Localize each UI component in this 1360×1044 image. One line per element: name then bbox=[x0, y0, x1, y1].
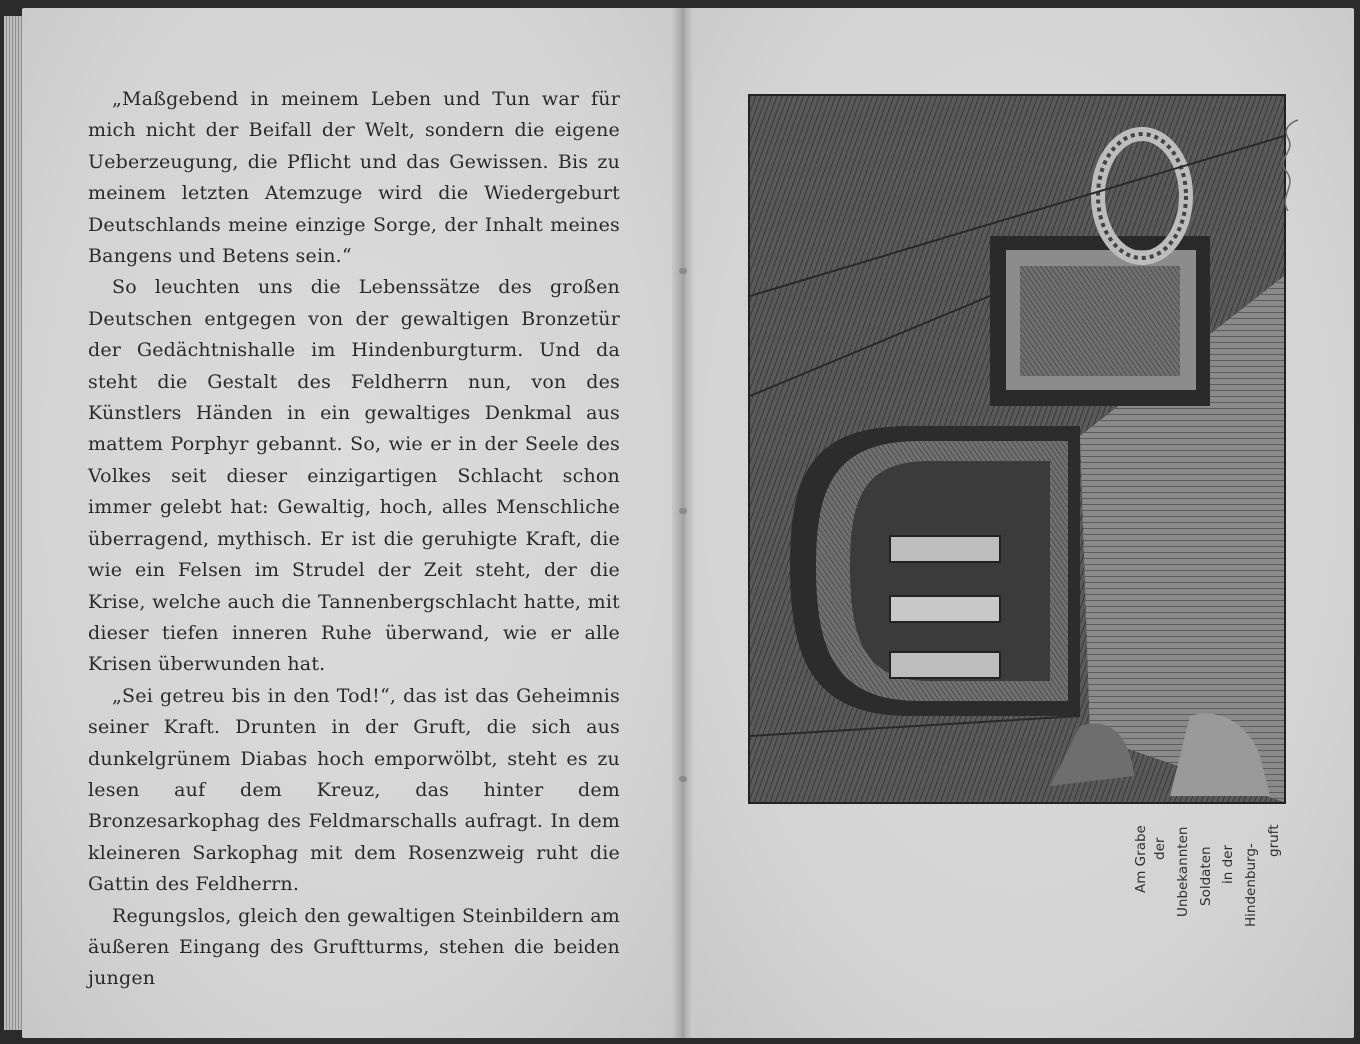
caption-line: Unbekannten bbox=[1175, 826, 1191, 917]
crypt-engraving-icon bbox=[748, 94, 1286, 804]
signature-icon bbox=[1268, 116, 1308, 216]
caption-line: der bbox=[1152, 837, 1168, 860]
caption-line: Soldaten bbox=[1198, 846, 1214, 906]
caption-line: in der bbox=[1220, 844, 1236, 884]
book-gutter bbox=[672, 8, 694, 1038]
paragraph: So leuchten uns die Lebenssätze des großen Deutschen entgegen von der gewaltigen Bronzetür der Gedächtnishalle im Hindenburgturm. Und da steht die Gestalt des Feldherrn nun, von des Künstlers Händen in ein gewaltiges Denkmal aus mattem Porphyr gebannt. So, wie er in der Seele des Volkes seit dieser einzigartigen Schlacht schon immer gelebt hat: Gewaltig, hoch, alles Menschliche überragend, mythisch. Er ist die geruhigte Kraft, die wie ein Felsen im Strudel der Zeit steht, der die Krise, welche auch die Tannenbergschlacht hatte, mit dieser tiefen inneren Ruhe überwand, wie er alle Krisen überwunden hat. bbox=[88, 276, 620, 676]
binding-stitch bbox=[679, 508, 687, 514]
caption-line: Hindenburg- bbox=[1243, 843, 1259, 927]
binding-stitch bbox=[679, 776, 687, 782]
binding-stitch bbox=[679, 268, 687, 274]
caption-line: Am Grabe bbox=[1133, 825, 1149, 893]
paragraph: „Maßgebend in meinem Leben und Tun war für mich nicht der Beifall der Welt, sondern die eigene Ueberzeugung, die Pflicht und das Gewissen. Bis zu meinem letzten Atemzuge wird die Wiedergeburt Deutschlands meine einzige Sorge, der Inhalt meines Bangens und Betens sein.“ bbox=[88, 88, 620, 268]
caption-line: gruft bbox=[1266, 824, 1282, 857]
paragraph: Regungslos, gleich den gewaltigen Steinbildern am äußeren Eingang des Gruftturms, stehen die beiden jungen bbox=[88, 904, 620, 990]
paragraph: „Sei getreu bis in den Tod!“, das ist das Geheimnis seiner Kraft. Drunten in der Gruft, die sich aus dunkelgrünem Diabas hoch emporwölbt, steht es zu lesen auf dem Kreuz, das hinter dem Bronzesarkophag des Feldmarschalls aufragt. In dem kleineren Sarkophag mit dem Rosenzweig ruht die Gattin des Feldherrn. bbox=[88, 684, 620, 896]
body-text bbox=[88, 84, 620, 995]
page-edges bbox=[4, 16, 22, 1030]
